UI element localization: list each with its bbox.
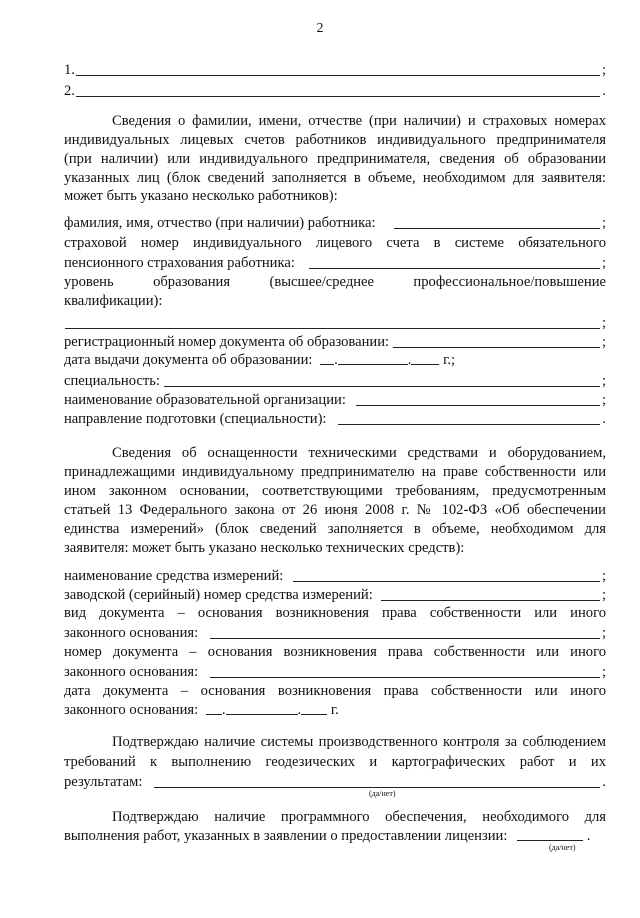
ownership-doc-date-label: дата документа – основания возникновения права собственности или иного — [64, 683, 606, 699]
production-control-note: (да/нет) — [369, 789, 396, 798]
production-control-line: Подтверждаю наличие системы производственного контроля за соблюдением — [112, 734, 606, 750]
item-line-1: 1. ; — [64, 62, 606, 78]
worker-doc-date-year[interactable] — [411, 351, 439, 365]
workers-intro-line: может быть указано несколько работников): — [64, 188, 338, 204]
worker-org-row: наименование образовательной организации: ; — [64, 392, 606, 408]
production-control-answer-field[interactable] — [154, 774, 600, 788]
worker-edu-level-label: уровень образования (высшее/среднее профессиональное/повышение — [64, 274, 606, 290]
tech-intro-line: Сведения об оснащенности техническими средствами и оборудованием, — [112, 445, 606, 461]
worker-fio-row: фамилия, имя, отчество (при наличии) работника: ; — [64, 215, 606, 231]
worker-snils-row: пенсионного страхования работника: ; — [64, 255, 606, 271]
ownership-doc-date-year[interactable] — [301, 701, 327, 715]
worker-doc-date-row: дата выдачи документа об образовании: . . г.; — [64, 352, 456, 368]
worker-doc-date-day[interactable] — [320, 351, 334, 365]
workers-intro-line: (при наличии) или индивидуального предпринимателя, сведения об образовании — [64, 151, 606, 167]
ownership-doc-number-label: номер документа – основания возникновения права собственности или иного — [64, 644, 606, 660]
item-2-field[interactable] — [76, 83, 600, 97]
worker-doc-reg-field[interactable] — [393, 334, 600, 348]
software-answer-field[interactable] — [517, 827, 583, 841]
device-name-field[interactable] — [293, 568, 600, 582]
worker-org-field[interactable] — [356, 392, 600, 406]
worker-edu-level-field[interactable] — [65, 315, 600, 329]
worker-direction-row: направление подготовки (специальности): . — [64, 411, 606, 427]
software-line: Подтверждаю наличие программного обеспечения, необходимого для — [112, 809, 606, 825]
ownership-doc-date-month[interactable] — [226, 701, 298, 715]
tech-intro-line: единства измерений» (блок сведений заполняется в объеме, необходимом для — [64, 521, 606, 537]
worker-fio-field[interactable] — [394, 215, 600, 229]
workers-intro-line: индивидуальных лицевых счетов работников индивидуального предпринимателя — [64, 132, 606, 148]
production-control-row: результатам: . — [64, 774, 606, 790]
ownership-doc-type-row: законного основания: ; — [64, 625, 606, 641]
worker-doc-reg-row: регистрационный номер документа об образовании: ; — [64, 334, 606, 350]
device-serial-row: заводской (серийный) номер средства измерений: ; — [64, 587, 606, 603]
worker-snils-field[interactable] — [309, 255, 600, 269]
ownership-doc-type-label: вид документа – основания возникновения права собственности или иного — [64, 605, 606, 621]
worker-edu-level-row: ; — [64, 313, 606, 332]
workers-intro-line: указанных лиц (блок сведений заполняется в объеме, необходимом для заявителя: — [64, 170, 606, 186]
item-line-2: 2. . — [64, 83, 606, 99]
workers-intro-line: Сведения о фамилии, имени, отчестве (при наличии) и страховых номерах — [112, 113, 606, 129]
item-1-field[interactable] — [76, 62, 600, 76]
tech-intro-line: принадлежащими индивидуальному предпринимателю на праве собственности или — [64, 464, 606, 480]
software-row: выполнения работ, указанных в заявлении о предоставлении лицензии: . — [64, 828, 591, 844]
page-number: 2 — [316, 21, 324, 36]
device-name-row: наименование средства измерений: ; — [64, 568, 606, 584]
tech-intro-line: заявителя: может быть указано несколько технических средств): — [64, 540, 465, 556]
ownership-doc-date-row: законного основания: . . г. — [64, 702, 339, 718]
production-control-line: требований к выполнению геодезических и картографических работ и их — [64, 754, 606, 770]
device-serial-field[interactable] — [381, 587, 600, 601]
worker-doc-date-month[interactable] — [338, 351, 408, 365]
ownership-doc-date-day[interactable] — [206, 701, 222, 715]
ownership-doc-type-field[interactable] — [210, 625, 600, 639]
tech-intro-line: ином законном основании, соответствующими требованиям, предусмотренным — [64, 483, 606, 499]
worker-specialty-field[interactable] — [164, 373, 600, 387]
worker-direction-field[interactable] — [338, 411, 600, 425]
software-note: (да/нет) — [549, 843, 576, 852]
worker-edu-level-label: квалификации): — [64, 293, 163, 309]
ownership-doc-number-row: законного основания: ; — [64, 664, 606, 680]
tech-intro-line: статьей 13 Федерального закона от 26 июня 2008 г. № 102-ФЗ «Об обеспечении — [64, 502, 606, 518]
ownership-doc-number-field[interactable] — [210, 664, 600, 678]
worker-specialty-row: специальность: ; — [64, 373, 606, 389]
worker-snils-label: страховой номер индивидуального лицевого счета в системе обязательного — [64, 235, 606, 251]
